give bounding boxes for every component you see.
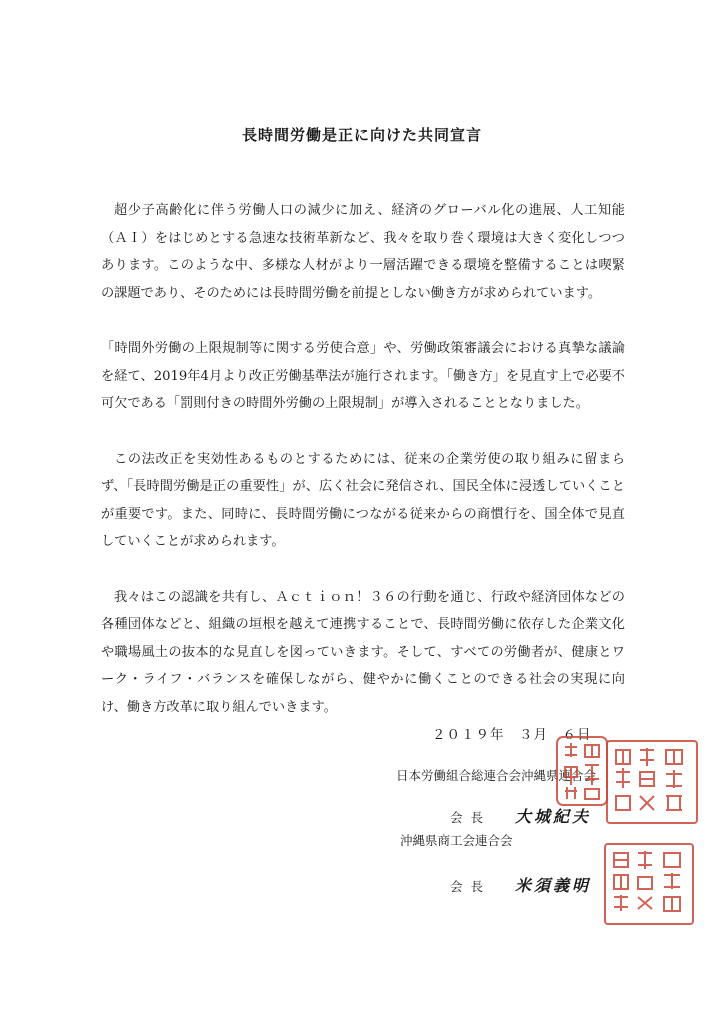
seal-stamp-small (555, 735, 609, 807)
signatory-line-2 (450, 873, 591, 896)
signatory-role-1: 会長 (450, 810, 492, 825)
signatory-role-2: 会長 (450, 879, 492, 894)
seal-stamp-shokokai (604, 843, 694, 925)
document-title: 長時間労働是正に向けた共同宣言 (241, 126, 482, 144)
seal-stamp-rengo (606, 740, 698, 824)
paragraph-1: 超少子高齢化に伴う労働人口の減少に加え、経済のグローバル化の進展、人工知能（ＡＩ）をはじめとする急速な技術革新など、我々を取り巻く環境は大きく変化しつつあります。このような中、多様な人材がより一層活躍できる環境を整備することは喫緊の課題であり、そのためには長時間労働を前提としない働き方が求められています。 (101, 203, 625, 301)
signatory-name-2: 米須義明 (515, 876, 592, 895)
document-body (101, 197, 625, 749)
signatory-organization-2: 沖縄県商工会連合会 (400, 833, 513, 848)
signatory-line-1 (450, 804, 591, 827)
document-date: ２０１９年 ３月 ６日 (432, 727, 592, 743)
signatory-name-1: 大城紀夫 (515, 807, 592, 826)
signatory-organization-1: 日本労働組合総連合会沖縄県連合会 (396, 768, 597, 783)
paragraph-3: この法改正を実効性あるものとするためには、従来の企業労使の取り組みに留まらず、「長時間労働是正の重要性」が、広く社会に発信され、国民全体に浸透していくことが重要です。また、同時に、長時間労働につながる従来からの商慣行を、国全体で見直していくことが求められます。 (101, 451, 625, 549)
paragraph-2: 「時間外労働の上限規制等に関する労使合意」や、労働政策審議会における真摯な議論を経て、2019年4月より改正労働基準法が施行されます。「働き方」を見直す上で必要不可欠である「罰則付きの時間外労働の上限規制」が導入されることとなりました。 (101, 341, 625, 411)
paragraph-4: 我々はこの認識を共有し、Ａｃｔｉｏｎ！３６の行動を通じ、行政や経済団体などの各種団体などと、組織の垣根を越えて連携することで、長時間労働に依存した企業文化や職場風土の抜本的な見直しを図っていきます。そして、すべての労働者が、健康とワーク・ライフ・バランスを確保しながら、健やかに働くことのできる社会の実現に向け、働き方改革に取り組んでいきます。 (101, 589, 625, 715)
